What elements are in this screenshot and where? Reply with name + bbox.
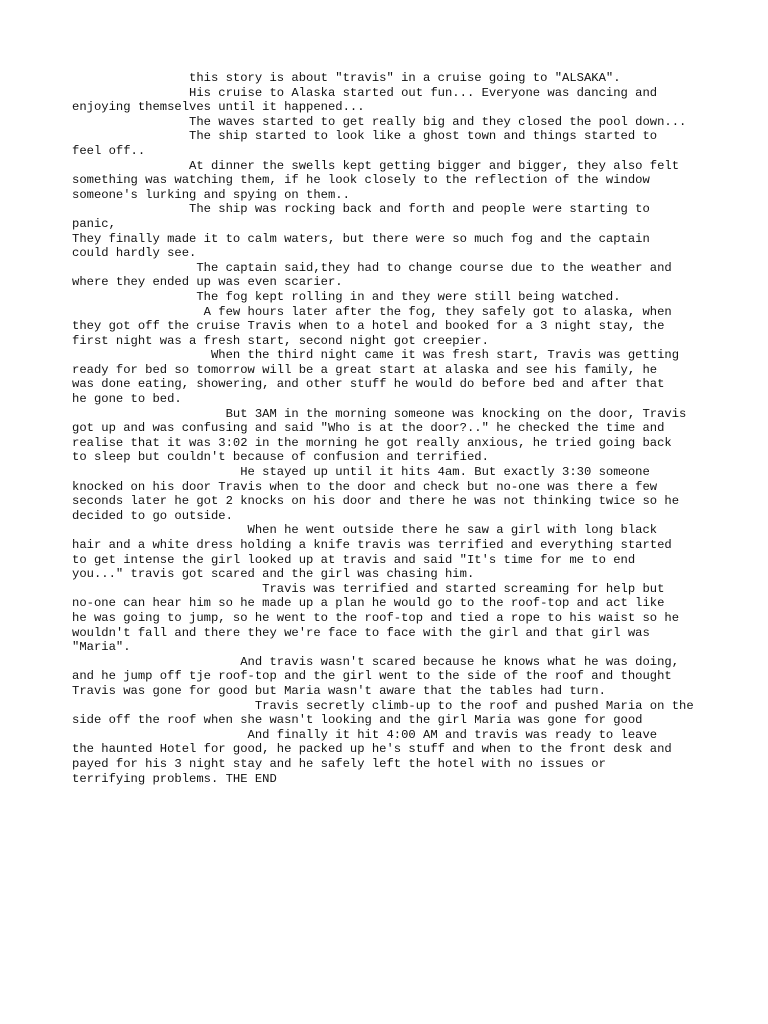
text-line: panic, [72,216,116,231]
text-line: no-one can hear him so he made up a plan he would go to the roof-top and act like [72,596,665,611]
text-line: something was watching them, if he look closely to the reflection of the window [72,173,650,188]
text-line: where they ended up was even scarier. [72,275,343,290]
text-line: realise that it was 3:02 in the morning he got really anxious, he tried going back [72,435,672,450]
text-line: to sleep but couldn't because of confusion and terrified. [72,450,489,465]
text-line: and he jump off tje roof-top and the girl went to the side of the roof and thought [72,669,672,684]
text-line: could hardly see. [72,246,197,261]
text-line: seconds later he got 2 knocks on his door and there he was not thinking twice so he [72,494,680,509]
text-line: The ship was rocking back and forth and people were starting to [72,202,650,217]
text-line: Travis secretly climb-up to the roof and pushed Maria on the [72,698,694,713]
text-line: The waves started to get really big and they closed the pool down... [72,114,687,129]
text-line: you..." travis got scared and the girl was chasing him. [72,567,475,582]
text-line: to get intense the girl looked up at travis and said "It's time for me to end [72,552,636,567]
text-line: And finally it hit 4:00 AM and travis was ready to leave [72,727,658,742]
text-line: hair and a white dress holding a knife travis was terrified and everything started [72,538,672,552]
text-line: They finally made it to calm waters, but there were so much fog and the captain [72,231,650,246]
text-line: The ship started to look like a ghost town and things started to [72,129,658,144]
text-line: he was going to jump, so he went to the roof-top and tied a rope to his waist so he [72,610,680,625]
text-line: "Maria". [72,640,131,655]
text-line: ready for bed so tomorrow will be a great start at alaska and see his family, he [72,362,658,377]
text-line: His cruise to Alaska started out fun... Everyone was dancing and [72,85,658,100]
text-line: this story is about "travis" in a cruise going to "ALSAKA". [72,71,621,85]
text-line: they got off the cruise Travis when to a hotel and booked for a 3 night stay, the [72,319,665,334]
text-line: someone's lurking and spying on them.. [72,187,350,202]
text-line: Travis was gone for good but Maria wasn't aware that the tables had turn. [72,683,606,698]
text-line: decided to go outside. [72,508,233,523]
text-line: He stayed up until it hits 4am. But exactly 3:30 someone [72,465,650,480]
text-line: the haunted Hotel for good, he packed up he's stuff and when to the front desk and [72,742,672,757]
text-line: feel off.. [72,143,146,158]
text-line: enjoying themselves until it happened... [72,100,365,115]
text-line: The captain said,they had to change course due to the weather and [72,260,672,275]
story-text [72,71,732,786]
text-line: Travis was terrified and started screaming for help but [72,581,665,596]
text-line: When he went outside there he saw a girl with long black [72,523,658,538]
text-line: A few hours later after the fog, they safely got to alaska, when [72,304,672,319]
text-line: payed for his 3 night stay and he safely left the hotel with no issues or [72,756,606,771]
text-line: first night was a fresh start, second night got creepier. [72,333,489,348]
text-line: he gone to bed. [72,392,182,407]
text-line: The fog kept rolling in and they were still being watched. [72,289,621,304]
text-line: terrifying problems. THE END [72,771,277,786]
text-line: And travis wasn't scared because he knows what he was doing, [72,654,680,669]
text-line: side off the roof when she wasn't looking and the girl Maria was gone for good [72,713,643,728]
text-line: was done eating, showering, and other stuff he would do before bed and after that [72,377,665,392]
text-line: knocked on his door Travis when to the door and check but no-one was there a few [72,479,658,494]
text-line: When the third night came it was fresh start, Travis was getting [72,348,680,363]
text-line: got up and was confusing and said "Who is at the door?.." he checked the time and [72,421,665,436]
text-line: At dinner the swells kept getting bigger and bigger, they also felt [72,158,680,173]
text-line: wouldn't fall and there they we're face to face with the girl and that girl was [72,625,650,640]
text-line: But 3AM in the morning someone was knocking on the door, Travis [72,406,687,421]
